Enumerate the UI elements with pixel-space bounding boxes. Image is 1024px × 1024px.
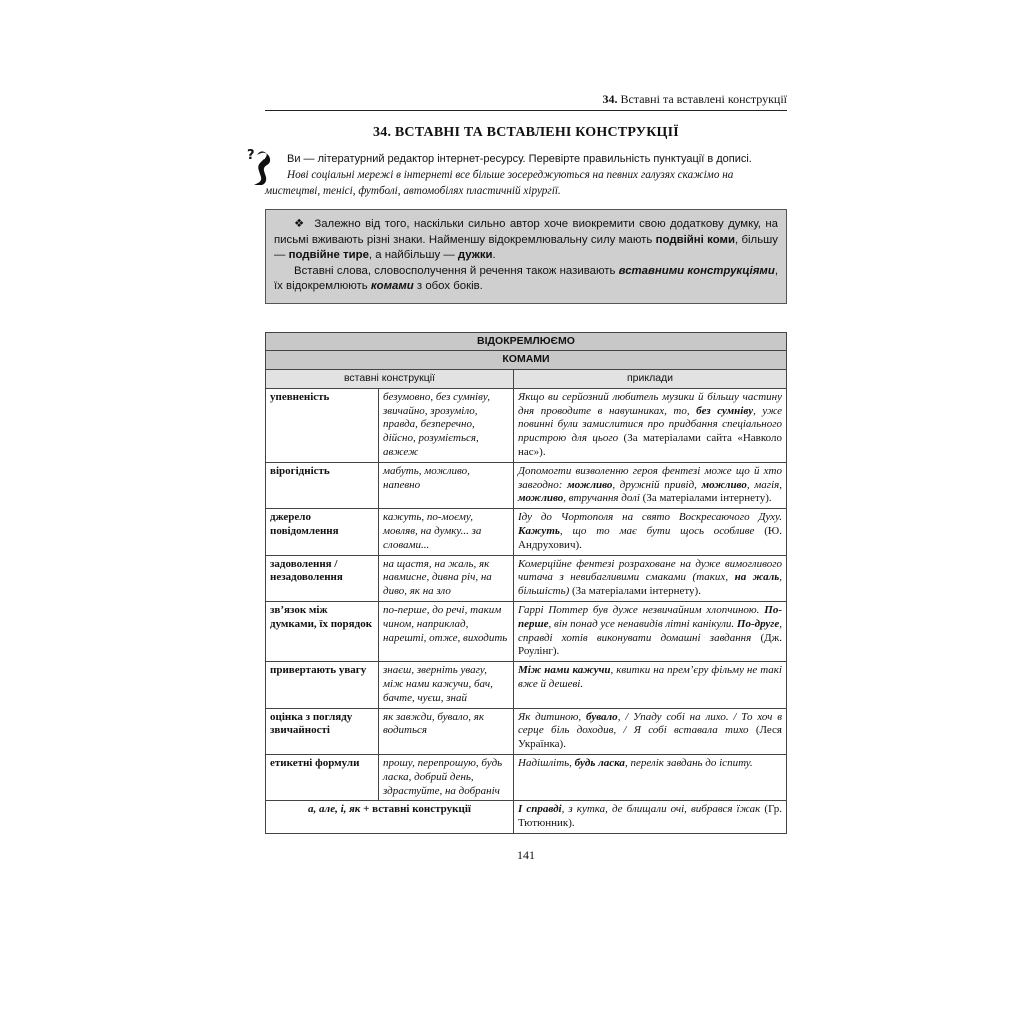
example-highlight: Кажуть <box>518 525 560 538</box>
example-text: (За матеріалами інтернету). <box>569 585 701 598</box>
example-cell <box>514 708 787 754</box>
example-highlight: Між нами кажучи <box>518 664 611 677</box>
rule-text: , а найбільшу — <box>368 249 458 261</box>
example-text: , магія, <box>746 478 782 491</box>
table-row <box>266 662 787 708</box>
column-header-constructions: вставні конструкції <box>266 370 514 389</box>
example-cell <box>514 662 787 708</box>
rule-term: дужки <box>457 249 493 261</box>
example-text: Іду до Чортополя на свято Воскресаючого Духу. <box>518 511 782 524</box>
section-title: 34. ВСТАВНІ ТА ВСТАВЛЕНІ КОНСТРУКЦІЇ <box>373 125 679 140</box>
table-body <box>266 388 787 833</box>
rule-text: Залежно від того, наскільки сильно автор хоче виокремити свою додаткову думку, на письмі вживають різні знаки. Найменшу відокремлювальну силу мають <box>274 218 778 246</box>
example-highlight: на жаль <box>734 571 780 584</box>
construction-category: упевненість <box>266 388 379 462</box>
table-row <box>266 462 787 508</box>
example-text: , квитки на прем’єру фільму не такі вже й дешеві. <box>518 664 782 691</box>
conjunction-list: а, але, і, як <box>308 803 361 816</box>
example-text: , перелік завдань до іспиту. <box>624 757 753 770</box>
column-header-examples: приклади <box>514 370 787 389</box>
construction-category: джерело повідомлення <box>266 509 379 555</box>
example-text: Комерційне фентезі розраховане на дуже вимогливого читача з невибагливими смаками (таких, <box>518 557 782 584</box>
example-highlight: можливо <box>567 478 613 491</box>
construction-category: зв’язок між думками, їх порядок <box>266 602 379 662</box>
rule-text: , їх відокремлюють <box>274 264 778 292</box>
table-row <box>266 555 787 601</box>
rule-text: . <box>492 249 496 261</box>
example-text: Гаррі Поттер був дуже незвичайним хлопчиною. <box>518 604 765 617</box>
example-highlight: можливо <box>701 478 747 491</box>
example-text: , з кутка, де блищали очі, вибрався їжак <box>561 803 761 816</box>
construction-category: етикетні формули <box>266 755 379 801</box>
rule-text: з обох боків. <box>413 280 483 292</box>
example-text: Допомогти визволенню героя фентезі може що й хто завгодно: <box>518 464 782 491</box>
example-text: (За матеріалами інтернету). <box>639 492 772 505</box>
example-text: (Ю. Андрухович). <box>518 525 782 551</box>
example-highlight: бувало <box>585 710 618 723</box>
example-text: Якщо ви серйозний любитель музики й більшу частину дня проводите в навушниках, то, <box>518 390 782 417</box>
example-text: , він понад усе ненавидів літні канікули. <box>548 617 737 630</box>
table-row <box>266 602 787 662</box>
table-header-sub: КОМАМИ <box>266 351 787 370</box>
construction-category: задоволення / незадоволення <box>266 555 379 601</box>
table-row-last <box>266 801 787 834</box>
table-row <box>266 388 787 462</box>
rule-paragraph-1 <box>274 217 778 264</box>
running-head-number: 34. <box>602 92 618 106</box>
construction-words: на щастя, на жаль, як навмисне, дивна річ, на диво, як на зло <box>379 555 514 601</box>
conjunction-construction-cell <box>266 801 514 834</box>
rule-text: Вставні слова, словосполучення й речення також називають <box>294 264 619 277</box>
table-row <box>266 755 787 801</box>
example-cell <box>514 462 787 508</box>
example-text: Як дитиною, <box>518 710 586 723</box>
construction-category: привертають увагу <box>266 662 379 708</box>
table-row <box>266 708 787 754</box>
example-highlight: без сумніву <box>696 404 754 417</box>
example-cell <box>514 602 787 662</box>
rule-term: подвійне тире <box>288 249 369 261</box>
task-block <box>247 148 787 199</box>
example-highlight: По-перше <box>518 604 782 630</box>
construction-words: безумовно, без сумніву, звичайно, зрозуміло, правда, безперечно, дійсно, розуміється, авжеж <box>379 388 514 462</box>
rule-paragraph-2 <box>274 264 778 295</box>
construction-words: кажуть, по-моєму, мовляв, на думку... за словами... <box>379 509 514 555</box>
example-text: , уже повинні були замислитися про придбання спеціального пристрою для цього <box>518 404 783 445</box>
construction-words: мабуть, можливо, напевно <box>379 462 514 508</box>
example-cell <box>514 555 787 601</box>
example-cell <box>514 388 787 462</box>
construction-category: вірогідність <box>266 462 379 508</box>
example-cell <box>514 509 787 555</box>
running-head-text: Вставні та вставлені конструкції <box>620 92 787 106</box>
task-text: Нові соціальні мережі в інтернеті все більше зосереджуються на певних галузях скажімо на мистецтві, тенісі, футболі, автомобілях пластичній хірургії. <box>265 169 734 197</box>
rule-text: , більшу — <box>274 233 778 261</box>
rule-term: подвійні коми <box>655 233 735 246</box>
construction-words: прошу, перепрошую, будь ласка, добрий день, здрастуйте, на добраніч <box>379 755 514 801</box>
example-text: , більшість) <box>518 571 783 598</box>
page-number: 141 <box>517 848 535 862</box>
example-highlight: І справді <box>518 803 562 816</box>
rule-term: вставними конструкціями <box>618 264 775 277</box>
example-text: , дружній привід, <box>612 478 702 491</box>
running-head <box>265 92 787 111</box>
example-cell <box>514 755 787 801</box>
rule-marker-icon: ❖ <box>294 218 306 230</box>
example-text: , справді хотів виконувати домашні завдання <box>518 617 782 644</box>
book-page <box>247 92 787 863</box>
table-header-main: ВІДОКРЕМЛЮЄМО <box>266 332 787 351</box>
example-text: , втручання долі <box>563 492 640 505</box>
construction-words: знаєш, зверніть увагу, між нами кажучи, бач, бачте, чуєш, знай <box>379 662 514 708</box>
example-highlight: будь ласка <box>574 757 625 770</box>
construction-words: як завжди, бувало, як водиться <box>379 708 514 754</box>
example-highlight: По-друге <box>736 617 780 630</box>
example-text: (Дж. Роулінг). <box>518 631 782 658</box>
construction-words: по-перше, до речі, таким чином, наприклад, нарешті, отже, виходить <box>379 602 514 662</box>
thinking-figure-icon <box>245 147 281 187</box>
rule-term: комами <box>370 280 414 292</box>
task-instruction: Ви — літературний редактор інтернет-ресурсу. Перевірте правильність пунктуації в дописі. <box>287 153 752 165</box>
example-text: , / Упаду собі на лихо. / То хоч в серце біль доходив, / Я собі вставала тихо <box>518 710 782 737</box>
example-text: (Леся Українка). <box>518 724 782 751</box>
svg-text:?: ? <box>247 148 255 163</box>
example-text: , що то має бути щось особливе <box>559 525 755 538</box>
rule-box <box>265 209 787 304</box>
construction-category: оцінка з погляду звичайності <box>266 708 379 754</box>
example-text: (Гр. Тютюнник). <box>518 803 782 830</box>
example-cell <box>514 801 787 834</box>
constructions-table <box>265 332 787 835</box>
example-highlight: можливо <box>518 492 564 505</box>
conjunction-label: + вставні конструкції <box>360 803 471 816</box>
example-text: (За матеріалами сайта «Навколо нас»). <box>518 432 782 459</box>
example-text: Надішліть, <box>518 757 575 770</box>
table-row <box>266 509 787 555</box>
